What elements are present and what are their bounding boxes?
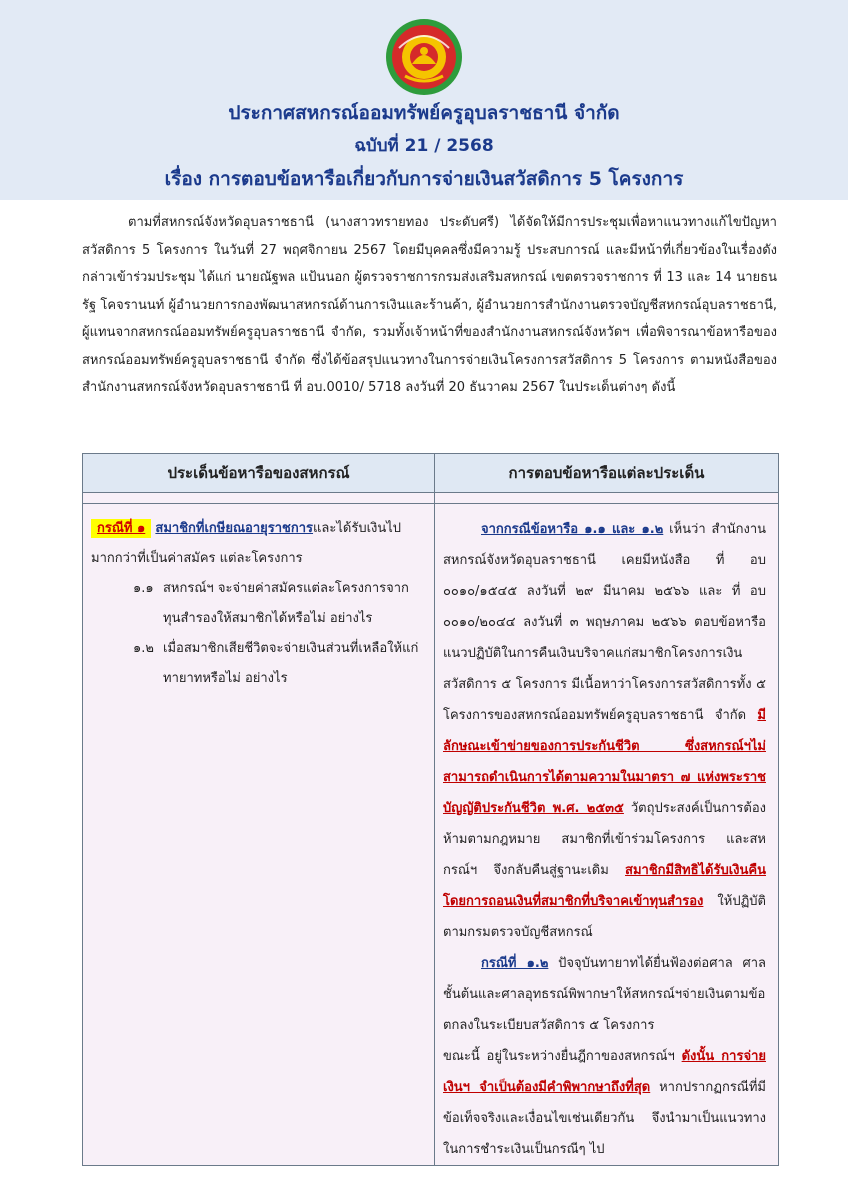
answer-paragraph-2: [443, 948, 766, 1041]
case-one-label: กรณีที่ ๑: [91, 519, 151, 538]
answer-cell: [435, 504, 779, 1166]
answer-2-heading: กรณีที่ ๑.๒: [481, 956, 549, 971]
answer-1-emphasis-1: มีลักษณะเข้าข่ายของการประกันชีวิต ซึ่งสหกรณ์ฯไม่สามารถดำเนินการได้ตามความในมาตรา ๗ แห่งพระราชบัญญัติประกันชีวิต พ.ศ. ๒๕๓๕: [443, 708, 766, 816]
item-number: ๑.๑: [133, 581, 154, 596]
case-one-heading: [91, 514, 426, 574]
answer-1-text-a: เห็นว่า สำนักงานสหกรณ์จังหวัดอุบลราชธานี เคยมีหนังสือ ที่ อบ ๐๐๑๐/๑๕๔๕ ลงวันที่ ๒๙ มีนาคม ๒๕๖๖ และ ที่ อบ ๐๐๑๐/๒๐๔๔ ลงวันที่ ๓ พฤษภาคม ๒๕๖๖ ตอบข้อหารือแนวปฏิบัติในการคืนเงินบริจาคแก่สมาชิกโครงการเงินสวัสดิการ ๕ โครงการ มีเนื้อหาว่าโครงการสวัสดิการทั้ง ๕ โครงการของสหกรณ์ออมทรัพย์ครูอุบลราชธานี จำกัด: [443, 522, 766, 723]
consultation-table: [82, 453, 779, 1166]
answer-3-text-b: หากปรากฏกรณีที่มีข้อเท็จจริงและเงื่อนไขเช่นเดียวกัน จึงนำมาเป็นแนวทางในการชำระเงินเป็นกรณีๆ ไป: [443, 1080, 767, 1157]
column-header-answers: การตอบข้อหารือแต่ละประเด็น: [435, 454, 779, 493]
item-number: ๑.๒: [133, 641, 154, 656]
case-one-description: และได้รับเงินไปมากกว่าที่เป็นค่าสมัคร แต่ละโครงการ: [91, 521, 402, 566]
answer-1-emphasis-2: สมาชิกมีสิทธิได้รับเงินคืน โดยการถอนเงินที่สมาชิกที่บริจาคเข้าทุนสำรอง: [443, 863, 766, 909]
list-item: [133, 574, 426, 634]
table-header-row: [83, 454, 779, 493]
table-spacer-row: [83, 493, 779, 504]
answer-2-text: ปัจจุบันทายาทได้ยื่นฟ้องต่อศาล ศาลชั้นต้นและศาลอุทธรณ์พิพากษาให้สหกรณ์ฯจ่ายเงินตามข้อตกลงในระเบียบสวัสดิการ ๕ โครงการ: [443, 956, 766, 1033]
spacer-cell-right: [435, 493, 779, 504]
item-text: สหกรณ์ฯ จะจ่ายค่าสมัครแต่ละโครงการจากทุนสำรองให้สมาชิกได้หรือไม่ อย่างไร: [163, 581, 409, 626]
answer-3-text-a: ขณะนี้ อยู่ในระหว่างยื่นฎีกาของสหกรณ์ฯ: [443, 1049, 682, 1064]
case-one-title: สมาชิกที่เกษียณอายุราชการ: [155, 521, 314, 536]
answer-paragraph-1: [443, 514, 766, 948]
answer-3-emphasis: ดังนั้น การจ่ายเงินฯ จำเป็นต้องมีคำพิพากษาถึงที่สุด: [443, 1049, 766, 1095]
answer-1-text-c: ให้ปฏิบัติตามกรมตรวจบัญชีสหกรณ์: [443, 894, 766, 940]
column-header-issues: ประเด็นข้อหารือของสหกรณ์: [83, 454, 435, 493]
answer-1-heading: จากกรณีข้อหารือ ๑.๑ และ ๑.๒: [481, 522, 664, 537]
cooperative-seal-logo: [385, 18, 463, 96]
announcement-title: ประกาศสหกรณ์ออมทรัพย์ครูอุบลราชธานี จำกัด: [228, 102, 620, 124]
answer-1-text-b: วัตถุประสงค์เป็นการต้องห้ามตามกฎหมาย สมาชิกที่เข้าร่วมโครงการ และสหกรณ์ฯ จึงกลับคืนสู่ฐานะเดิม: [443, 801, 766, 878]
list-item: [133, 634, 426, 694]
announcement-subject: เรื่อง การตอบข้อหารือเกี่ยวกับการจ่ายเงินสวัสดิการ 5 โครงการ: [164, 168, 684, 190]
answer-paragraph-3: [443, 1041, 766, 1165]
intro-paragraph: ตามที่สหกรณ์จังหวัดอุบลราชธานี (นางสาวทรายทอง ประดับศรี) ได้จัดให้มีการประชุมเพื่อหาแนวทางแก้ไขปัญหาสวัสดิการ 5 โครงการ ในวันที่ 27 พฤศจิกายน 2567 โดยมีบุคคลซึ่งมีความรู้ ประสบการณ์ และมีหน้าที่เกี่ยวข้องในเรื่องดังกล่าวเข้าร่วมประชุม ได้แก่ นายณัฐพล แป้นนอก ผู้ตรวจราชการกรมส่งเสริมสหกรณ์ เขตตรวจราชการ ที่ 13 และ 14 นายธนรัฐ โคจรานนท์ ผู้อำนวยการกองพัฒนาสหกรณ์ด้านการเงินและร้านค้า, ผู้อำนวยการสำนักงานตรวจบัญชีสหกรณ์อุบลราชธานี, ผู้แทนจากสหกรณ์ออมทรัพย์ครูอุบลราชธานี จำกัด, รวมทั้งเจ้าหน้าที่ของสำนักงานสหกรณ์จังหวัดฯ เพื่อพิจารณาข้อหารือของสหกรณ์ออมทรัพย์ครูอุบลราชธานี จำกัด ซึ่งได้ข้อสรุปแนวทางในการจ่ายเงินโครงการสวัสดิการ 5 โครงการ ตามหนังสือของสำนักงานสหกรณ์จังหวัดอุบลราชธานี ที่ อบ.0010/ 5718 ลงวันที่ 20 ธันวาคม 2567 ในประเด็นต่างๆ ดังนี้: [82, 215, 777, 395]
issue-cell: [83, 504, 435, 1166]
table-body-row: [83, 504, 779, 1166]
item-text: เมื่อสมาชิกเสียชีวิตจะจ่ายเงินส่วนที่เหลือให้แก่ทายาทหรือไม่ อย่างไร: [163, 641, 419, 686]
spacer-cell-left: [83, 493, 435, 504]
announcement-issue-number: ฉบับที่ 21 / 2568: [354, 136, 494, 156]
